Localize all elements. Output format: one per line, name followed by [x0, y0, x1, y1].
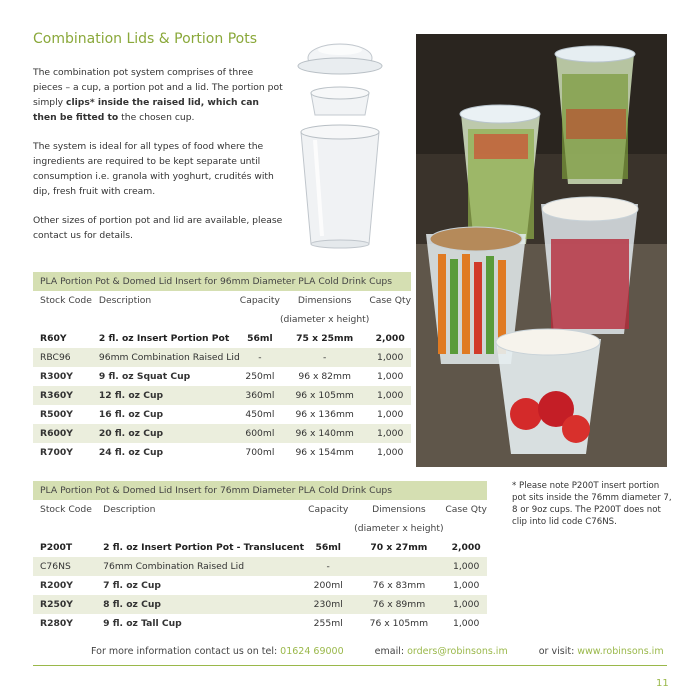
- table-caption: PLA Portion Pot & Domed Lid Insert for 76mm Diameter PLA Cold Drink Cups: [33, 481, 487, 500]
- header-description: Description: [92, 291, 240, 310]
- table-row: R300Y 9 fl. oz Squat Cup 250ml 96 x 82mm 1,000: [40, 371, 404, 382]
- header-dimensions-sub: (diameter x height): [280, 310, 369, 329]
- table-row: R600Y 20 fl. oz Cup 600ml 96 x 140mm 1,000: [33, 424, 411, 443]
- salad-cup-left: [460, 105, 540, 244]
- table-row: R250Y 8 fl. oz Cup 230ml 76 x 89mm 1,000: [33, 595, 487, 614]
- header-dimensions: Dimensions: [280, 291, 369, 310]
- intro-paragraph-3: Other sizes of portion pot and lid are available, please contact us for details.: [33, 215, 283, 241]
- phone-link[interactable]: 01624 69000: [280, 646, 344, 657]
- table-row: R360Y 12 fl. oz Cup 360ml 96 x 105mm 1,000: [33, 386, 411, 405]
- table-caption: PLA Portion Pot & Domed Lid Insert for 96mm Diameter PLA Cold Drink Cups: [33, 272, 411, 291]
- table-header: [33, 500, 487, 519]
- product-photo: [416, 34, 667, 467]
- header-case-qty: Case Qty: [369, 291, 411, 310]
- email-label: email: orders@robinsons.im: [374, 646, 508, 657]
- page-number: 11: [656, 678, 669, 689]
- combination-pot-illustration: [295, 36, 385, 256]
- domed-lid-illustration: [298, 44, 382, 74]
- footnote: * Please note P200T insert portion pot sits inside the 76mm diameter 7, 8 or 9oz cups. The P200T does not clip into lid code C76NS.: [512, 481, 672, 527]
- website-link[interactable]: www.robinsons.im: [577, 646, 664, 657]
- salad-cup-tall: [555, 46, 635, 184]
- header-dimensions-sub: (diameter x height): [352, 519, 445, 538]
- table-header: [33, 291, 411, 310]
- table-row: R700Y 24 fl. oz Cup 700ml 96 x 154mm 1,000: [40, 447, 404, 458]
- header-stock-code: Stock Code: [33, 291, 92, 310]
- table-76mm-cups: [33, 481, 487, 633]
- table-row: R60Y 2 fl. oz Insert Portion Pot 56ml 75 x 25mm 2,000: [40, 333, 405, 344]
- intro-text: [33, 65, 283, 257]
- website-label: or visit: www.robinsons.im: [538, 646, 664, 657]
- table-header-sub: [33, 310, 411, 329]
- strawberry-cup: [496, 329, 601, 454]
- header-description: Description: [96, 500, 304, 519]
- email-link[interactable]: orders@robinsons.im: [407, 646, 508, 657]
- table-row: R280Y 9 fl. oz Tall Cup 255ml 76 x 105mm 1,000: [40, 618, 480, 629]
- cup-illustration: [301, 125, 379, 248]
- header-dimensions: Dimensions: [352, 500, 445, 519]
- table-row: P200T 2 fl. oz Insert Portion Pot - Translucent 56ml 70 x 27mm 2,000: [40, 542, 481, 553]
- table-row: R500Y 16 fl. oz Cup 450ml 96 x 136mm 1,000: [40, 409, 404, 420]
- table-row: RBC96 96mm Combination Raised Lid - - 1,000: [33, 348, 411, 367]
- page-title: Combination Lids & Portion Pots: [33, 31, 257, 47]
- header-stock-code: Stock Code: [33, 500, 96, 519]
- fruit-cup: [541, 197, 638, 334]
- contact-footer: [91, 646, 692, 657]
- contact-label: For more information contact us on tel: 01624 69000: [91, 646, 344, 657]
- intro-paragraph-2: The system is ideal for all types of food where the ingredients are required to be kept separate until consumption i.e. granola with yoghurt, crudités with dip, fresh fruit with cream.: [33, 141, 274, 197]
- portion-pot-illustration: [311, 87, 369, 115]
- header-capacity: Capacity: [240, 291, 280, 310]
- header-case-qty: Case Qty: [445, 500, 487, 519]
- table-row: C76NS 76mm Combination Raised Lid - 1,000: [33, 557, 487, 576]
- footer-divider: [33, 665, 667, 666]
- intro-paragraph-1: The combination pot system comprises of three pieces – a cup, a portion pot and a lid. The portion pot simply clips* inside the raised lid, which can then be fitted to the chosen cup.: [33, 67, 283, 123]
- table-header-sub: [33, 519, 487, 538]
- table-row: R200Y 7 fl. oz Cup 200ml 76 x 83mm 1,000: [40, 580, 480, 591]
- header-capacity: Capacity: [304, 500, 352, 519]
- table-96mm-cups: [33, 272, 411, 462]
